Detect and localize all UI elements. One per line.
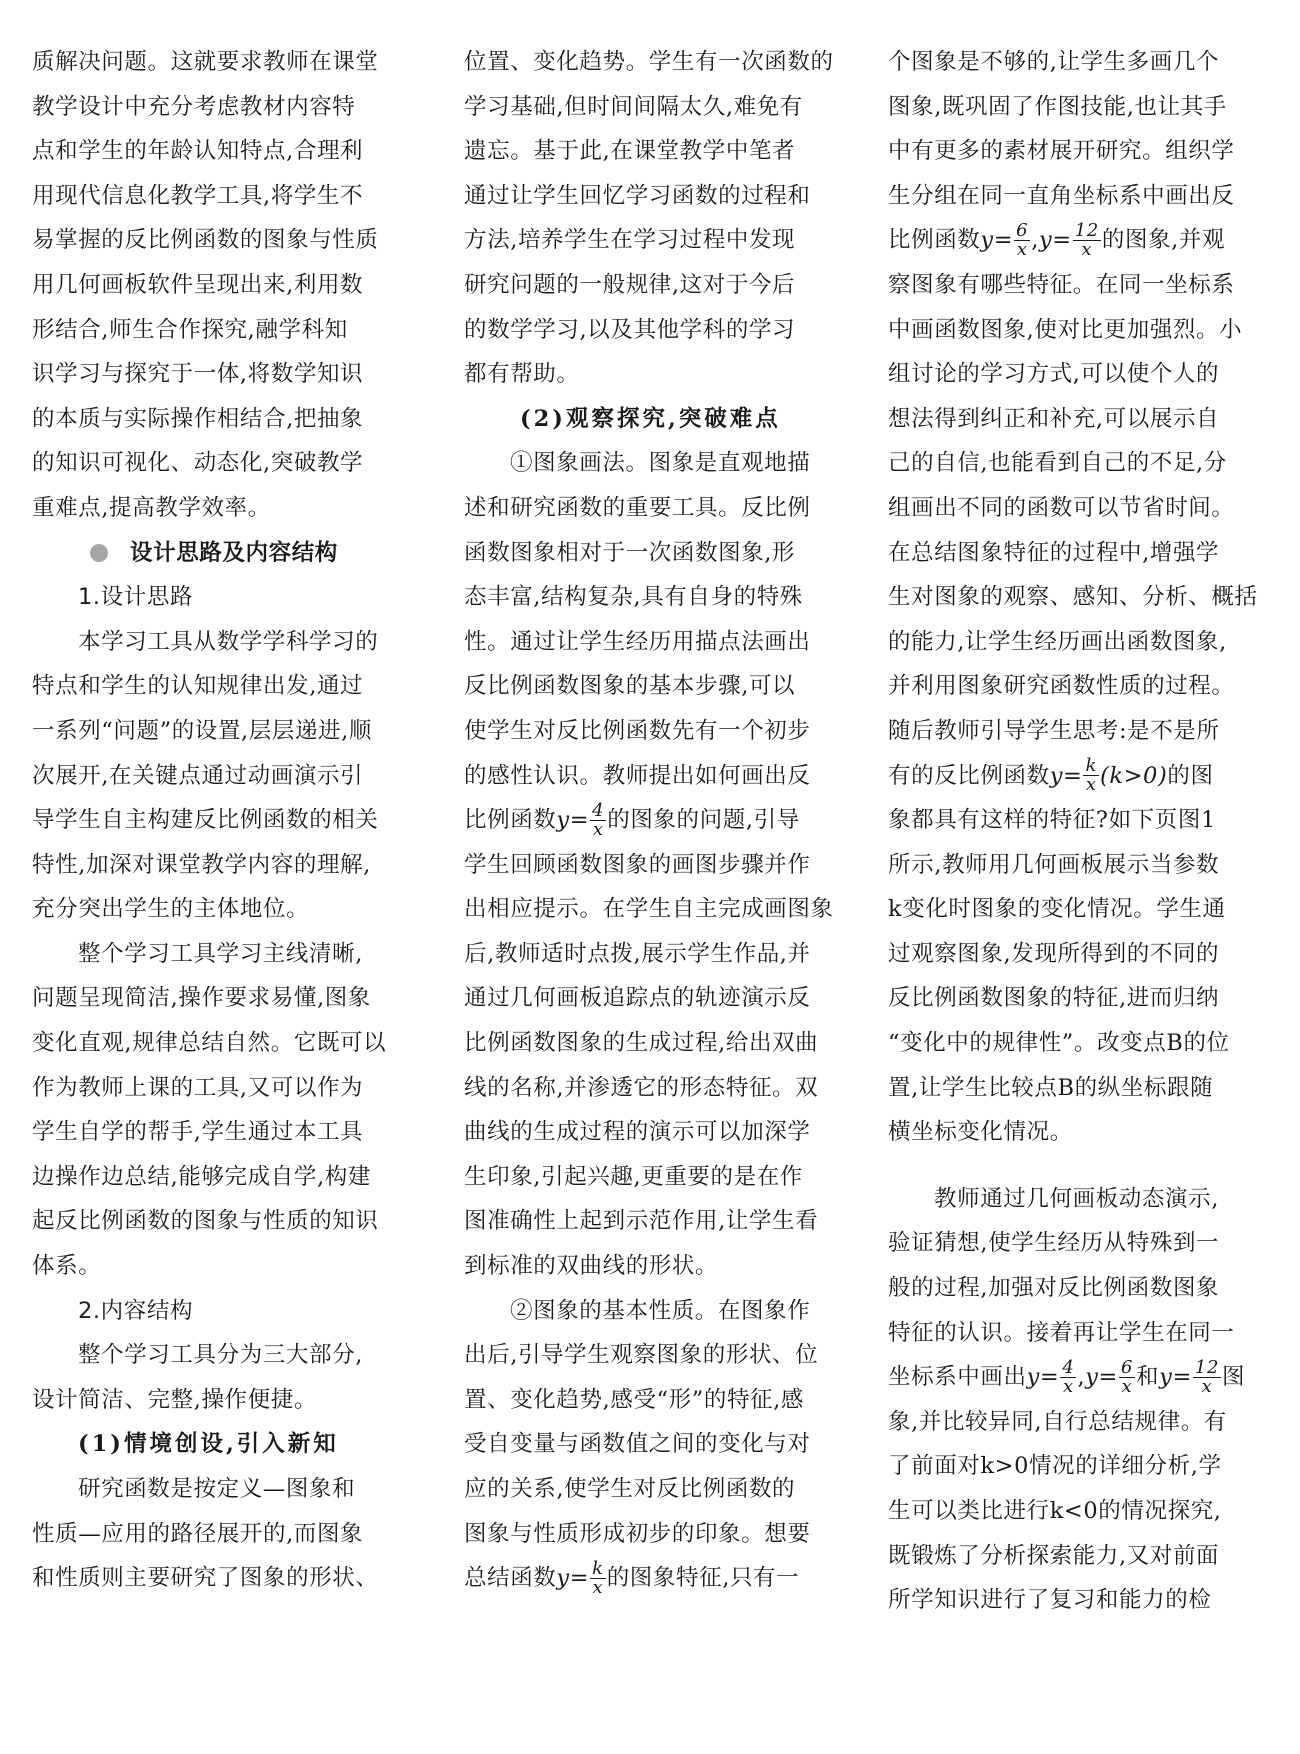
paragraph-main-line xyxy=(32,932,430,1289)
column-3 xyxy=(888,40,1258,1623)
column-1 xyxy=(32,40,430,1601)
text-line: 学生回顾函数图象的画图步骤并作 xyxy=(464,851,811,878)
text-line: 在总结图象特征的过程中,增强学 xyxy=(888,539,1220,566)
text-line: 易掌握的反比例函数的图象与性质 xyxy=(32,227,379,254)
text-line: 了前面对k>0情况的详细分析,学 xyxy=(888,1453,1222,1480)
paragraph-dynamic-demo xyxy=(888,1177,1258,1355)
text-line: 一系列“问题”的设置,层层递进,顺 xyxy=(32,717,373,744)
text-line: 所示,教师用几何画板展示当参数 xyxy=(888,851,1220,878)
text-line: 察图象有哪些特征。在同一坐标系 xyxy=(888,271,1235,298)
text-line: 生印象,引起兴趣,更重要的是在作 xyxy=(464,1163,803,1190)
text-line: 整个学习工具学习主线清晰, xyxy=(78,940,363,967)
text-line: 述和研究函数的重要工具。反比例 xyxy=(464,494,811,521)
paragraph-graph-drawing xyxy=(464,441,859,798)
text-line: 想法得到纠正和补充,可以展示自 xyxy=(888,405,1220,432)
text-line: ①图象画法。图象是直观地描 xyxy=(510,450,811,477)
text-line: 遗忘。基于此,在课堂教学中笔者 xyxy=(464,138,796,165)
text-line: 都有帮助。 xyxy=(464,361,580,388)
subheading-content-structure: 2.内容结构 xyxy=(78,1297,194,1324)
text-line: 出相应提示。在学生自主完成画图象 xyxy=(464,896,834,923)
text-line: 反比例函数图象的特征,进而归纳 xyxy=(888,985,1220,1012)
paragraph-intro-continued xyxy=(32,40,430,531)
text-line: 中有更多的素材展开研究。组织学 xyxy=(888,138,1235,165)
text-line: 既锻炼了分析探索能力,又对前面 xyxy=(888,1542,1220,1569)
text-line: 所学知识进行了复习和能力的检 xyxy=(888,1587,1212,1614)
text-line: 横坐标变化情况。 xyxy=(888,1119,1073,1146)
fraction-6-over-x-2: $\frac{6}{x}$ xyxy=(1120,1356,1134,1397)
text-line: 次展开,在关键点通过动画演示引 xyxy=(32,762,364,789)
fraction-6-over-x: $\frac{6}{x}$ xyxy=(1016,219,1029,260)
text-line: 形结合,师生合作探究,融学科知 xyxy=(32,316,348,343)
text-line: k变化时图象的变化情况。学生通 xyxy=(888,896,1226,923)
text-line: 体系。 xyxy=(32,1253,102,1280)
paragraph-design-idea xyxy=(32,620,430,932)
text-line: 图准确性上起到示范作用,让学生看 xyxy=(464,1208,819,1235)
text-line: 用现代信息化教学工具,将学生不 xyxy=(32,182,364,209)
text-line: 组讨论的学习方式,可以使个人的 xyxy=(888,361,1220,388)
subheading-observe-explore: (2)观察探究,突破难点 xyxy=(520,405,781,432)
text-line: 通过让学生回忆学习函数的过程和 xyxy=(464,182,811,209)
text-line: 学生自学的帮手,学生通过本工具 xyxy=(32,1119,364,1146)
text-line: “变化中的规律性”。改变点B的位 xyxy=(888,1030,1230,1057)
fraction-4-over-x: $\frac{4}{x}$ xyxy=(592,799,605,840)
text-line: 学习基础,但时间间隔太久,难免有 xyxy=(464,93,803,120)
text-line: 的能力,让学生经历画出函数图象, xyxy=(888,628,1227,655)
text-line: 置、变化趋势,感受“形”的特征,感 xyxy=(464,1386,805,1413)
text-line: 教学设计中充分考虑教材内容特 xyxy=(32,93,356,120)
text-line: 反比例函数图象的基本步骤,可以 xyxy=(464,673,796,700)
paragraph-compare-summarize xyxy=(888,1400,1258,1623)
formula-line-6-12-over-x: 比例函数y= $\frac{6}{x}$ ,y= $\frac{12}{x}$ 的图象,并观 xyxy=(888,219,1226,260)
text-line: 的知识可视化、动态化,突破教学 xyxy=(32,450,364,477)
fraction-k-over-x-2: $\frac{k}{x}$ xyxy=(1085,755,1097,795)
text-line: 态丰富,结构复杂,具有自身的特殊 xyxy=(464,584,803,611)
text-line: 研究问题的一般规律,这对于今后 xyxy=(464,271,796,298)
section-heading: 设计思路及内容结构 xyxy=(32,531,430,576)
text-line: 质解决问题。这就要求教师在课堂 xyxy=(32,49,379,75)
paragraph-group-discussion xyxy=(888,263,1258,754)
text-line: 重难点,提高教学效率。 xyxy=(32,494,271,521)
text-line: 本学习工具从数学学科学习的 xyxy=(78,628,379,655)
text-line: 位置、变化趋势。学生有一次函数的 xyxy=(464,49,834,75)
text-line: 设计简洁、完整,操作便捷。 xyxy=(32,1386,317,1413)
text-line: 象,并比较异同,自行总结规律。有 xyxy=(888,1408,1227,1435)
text-line: 和性质则主要研究了图象的形状、 xyxy=(32,1565,379,1592)
text-line: 生可以类比进行k<0的情况探究, xyxy=(888,1498,1222,1524)
bullet-dot-icon xyxy=(90,544,108,562)
text-line: 点和学生的年龄认知特点,合理利 xyxy=(32,138,364,165)
text-line: 过观察图象,发现所得到的不同的 xyxy=(888,940,1220,967)
paragraph-three-parts xyxy=(32,1333,430,1422)
text-line: 起反比例函数的图象与性质的知识 xyxy=(32,1208,379,1235)
text-line: 置,让学生比较点B的纵坐标跟随 xyxy=(888,1074,1214,1101)
fraction-4-over-x-2: $\frac{4}{x}$ xyxy=(1062,1356,1075,1397)
text-line: 中画函数图象,使对比更加强烈。小 xyxy=(888,316,1243,343)
text-line: 比例函数图象的生成过程,给出双曲 xyxy=(464,1030,819,1057)
text-line: 边操作边总结,能够完成自学,构建 xyxy=(32,1163,371,1190)
paragraph-graph-drawing-cont xyxy=(464,843,859,1289)
text-line: 导学生自主构建反比例函数的相关 xyxy=(32,807,379,834)
formula-line-three-functions: 坐标系中画出y= $\frac{4}{x}$ ,y= $\frac{6}{x}$ 和y= $\frac{12}{x}$ 图 xyxy=(888,1356,1246,1397)
text-line: 受自变量与函数值之间的变化与对 xyxy=(464,1431,811,1458)
text-line: 验证猜想,使学生经历从特殊到一 xyxy=(888,1230,1220,1257)
formula-line-y-4-over-x: 比例函数y= $\frac{4}{x}$ 的图象的问题,引导 xyxy=(464,799,800,840)
text-line: 研究函数是按定义—图象和 xyxy=(78,1476,356,1502)
text-line: 后,教师适时点拨,展示学生作品,并 xyxy=(464,940,811,967)
text-line: 到标准的双曲线的形状。 xyxy=(464,1253,719,1280)
text-line: 图象与性质形成初步的印象。想要 xyxy=(464,1520,811,1547)
fraction-12-over-x: $\frac{12}{x}$ xyxy=(1074,219,1099,260)
text-line: 曲线的生成过程的演示可以加深学 xyxy=(464,1119,811,1146)
text-line: 识学习与探究于一体,将数学知识 xyxy=(32,361,364,388)
text-line: 性质—应用的路径展开的,而图象 xyxy=(32,1520,364,1547)
formula-line-k-positive: 有的反比例函数y= $\frac{k}{x}$ (k>0)的图 xyxy=(888,755,1214,795)
text-line: ②图象的基本性质。在图象作 xyxy=(510,1297,811,1324)
text-line: 并利用图象研究函数性质的过程。 xyxy=(888,673,1235,700)
text-line: 的本质与实际操作相结合,把抽象 xyxy=(32,405,364,432)
paragraph-parameter-k xyxy=(888,798,1258,1155)
text-line: 象都具有这样的特征?如下页图1 xyxy=(888,807,1216,834)
text-line: 图象,既巩固了作图技能,也让其手 xyxy=(888,93,1227,120)
text-line: 用几何画板软件呈现出来,利用数 xyxy=(32,271,364,298)
text-line: 使学生对反比例函数先有一个初步 xyxy=(464,717,811,744)
text-line: 特点和学生的认知规律出发,通过 xyxy=(32,673,364,700)
text-line: 出后,引导学生观察图象的形状、位 xyxy=(464,1342,819,1369)
text-line: 的感性认识。教师提出如何画出反 xyxy=(464,762,811,789)
fraction-k-over-x: $\frac{k}{x}$ xyxy=(592,1557,604,1598)
text-line: 教师通过几何画板动态演示, xyxy=(934,1185,1219,1212)
text-line: 生对图象的观察、感知、分析、概括 xyxy=(888,584,1258,611)
paragraph-multiple-graphs xyxy=(888,40,1258,218)
paragraph-basic-properties xyxy=(464,1289,859,1557)
math-y-equals: y= xyxy=(556,807,590,834)
text-line: 般的过程,加强对反比例函数图象 xyxy=(888,1275,1220,1302)
text-line: 整个学习工具分为三大部分, xyxy=(78,1342,363,1369)
text-line: 组画出不同的函数可以节省时间。 xyxy=(888,494,1235,521)
text-line: 函数图象相对于一次函数图象,形 xyxy=(464,539,796,566)
text-line: 应的关系,使学生对反比例函数的 xyxy=(464,1476,796,1502)
fraction-12-over-x-2: $\frac{12}{x}$ xyxy=(1194,1356,1220,1397)
text-line: 的数学学习,以及其他学科的学习 xyxy=(464,316,796,343)
text-line: 通过几何画板追踪点的轨迹演示反 xyxy=(464,985,811,1012)
text-line: 随后教师引导学生思考:是不是所 xyxy=(888,717,1220,744)
text-line: 充分突出学生的主体地位。 xyxy=(32,896,310,923)
text-line: 线的名称,并渗透它的形态特征。双 xyxy=(464,1074,819,1101)
text-line: 性。通过让学生经历用描点法画出 xyxy=(464,628,811,655)
paragraph-research-function xyxy=(32,1467,430,1601)
subheading-design-idea: 1.设计思路 xyxy=(78,584,194,611)
text-line: 方法,培养学生在学习过程中发现 xyxy=(464,227,796,254)
text-line: 个图象是不够的,让学生多画几个 xyxy=(888,49,1220,75)
text-line: 己的自信,也能看到自己的不足,分 xyxy=(888,450,1227,477)
formula-line-y-k-over-x: 总结函数y= $\frac{k}{x}$ 的图象特征,只有一 xyxy=(464,1557,800,1598)
subheading-scenario: (1)情境创设,引入新知 xyxy=(78,1431,339,1458)
text-line: 变化直观,规律总结自然。它既可以 xyxy=(32,1030,387,1057)
text-line: 问题呈现简洁,操作要求易懂,图象 xyxy=(32,985,371,1012)
column-2 xyxy=(464,40,859,1601)
text-line: 作为教师上课的工具,又可以作为 xyxy=(32,1074,364,1101)
text-line: 特性,加深对课堂教学内容的理解, xyxy=(32,851,371,878)
text-line: 生分组在同一直角坐标系中画出反 xyxy=(888,182,1235,209)
paragraph-position-trend xyxy=(464,40,859,397)
text-line: 特征的认识。接着再让学生在同一 xyxy=(888,1319,1235,1346)
